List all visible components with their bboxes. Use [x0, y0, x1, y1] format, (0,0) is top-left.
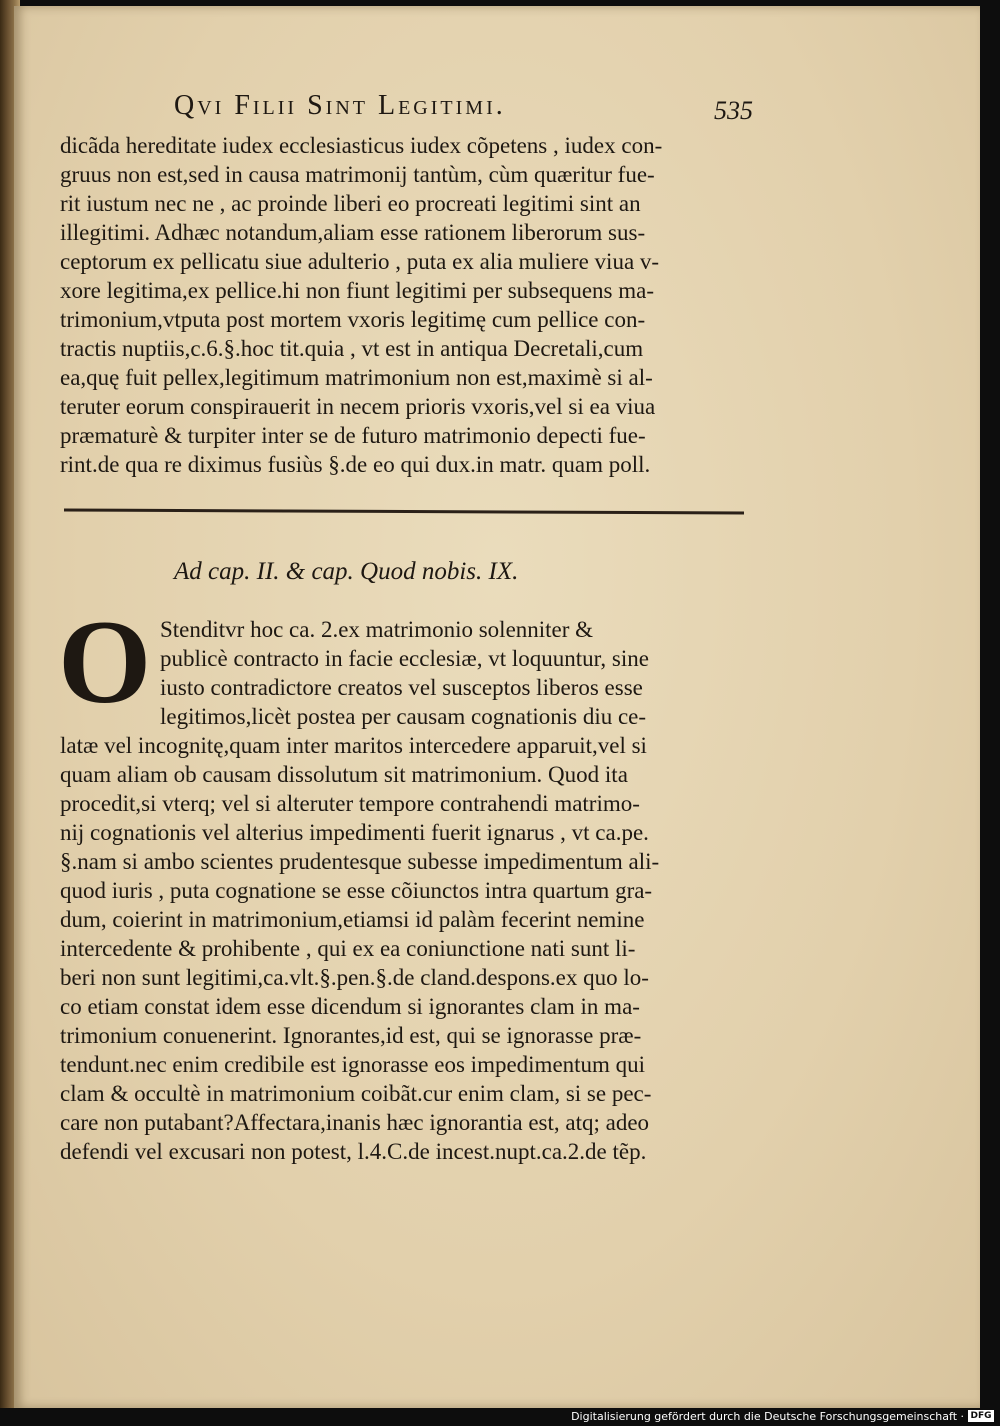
text-line: defendi vel excusari non potest, l.4.C.de incest.nupt.ca.2.de tẽp.: [60, 1139, 647, 1164]
text-line: co etiam constat idem esse dicendum si ignorantes clam in ma-: [60, 994, 640, 1019]
text-line: Stenditvr hoc ca. 2.ex matrimonio solenniter &: [160, 617, 594, 642]
dfg-logo-icon: DFG: [968, 1410, 994, 1422]
text-line: publicè contracto in facie ecclesiæ, vt loquuntur, sine: [160, 646, 649, 671]
text-line: tendunt.nec enim credibile est ignorasse eos impedimentum qui: [60, 1052, 646, 1077]
text-line: teruter eorum conspirauerit in necem prioris vxoris,vel si ea viua: [60, 394, 656, 419]
page-number: 535: [714, 96, 753, 125]
text-line: nij cognationis vel alterius impedimenti fuerit ignarus , vt ca.pe.: [60, 820, 649, 845]
text-line: beri non sunt legitimi,ca.vlt.§.pen.§.de cland.despons.ex quo lo-: [60, 965, 649, 990]
text-line: ceptorum ex pellicatu siue adulterio , puta ex alia muliere viua v-: [60, 249, 660, 274]
text-line: quam aliam ob causam dissolutum sit matrimonium. Quod ita: [60, 762, 628, 787]
text-line: iusto contradictore creatos vel susceptos liberos esse: [160, 675, 643, 700]
text-line: intercedente & prohibente , qui ex ea coniunctione nati sunt li-: [60, 936, 636, 961]
text-line: illegitimi. Adhæc notandum,aliam esse rationem liberorum sus-: [60, 220, 646, 245]
page-text: [14, 6, 980, 1408]
text-line: §.nam si ambo scientes prudentesque subesse impedimentum ali-: [60, 849, 660, 874]
text-line: care non putabant?Affectara,inanis hæc ignorantia est, atq; adeo: [60, 1110, 650, 1135]
footer-credit: Digitalisierung gefördert durch die Deutsche Forschungsgemeinschaft ·: [571, 1410, 964, 1423]
text-line: rit iustum nec ne , ac proinde liberi eo procreati legitimi sint an: [60, 191, 641, 216]
text-line: quod iuris , puta cognatione se esse cõiunctos intra quartum gra-: [60, 878, 653, 903]
book-page: [14, 6, 980, 1408]
text-line: præmaturè & turpiter inter se de futuro matrimonio depecti fue-: [60, 423, 646, 448]
text-line: rint.de qua re diximus fusiùs §.de eo qui dux.in matr. quam poll.: [60, 452, 651, 477]
text-line: trimonium conuenerint. Ignorantes,id est, qui se ignorasse præ-: [60, 1023, 642, 1048]
text-line: ea,quę fuit pellex,legitimum matrimonium non est,maximè si al-: [60, 365, 653, 390]
text-line: latæ vel incognitę,quam inter maritos intercedere apparuit,vel si: [60, 733, 647, 758]
section-rule: [64, 509, 744, 515]
text-line: clam & occultè in matrimonium coibãt.cur enim clam, si se pec-: [60, 1081, 652, 1106]
running-head: Qvi Filii Sint Legitimi.: [174, 90, 506, 121]
chapter-heading: Ad cap. II. & cap. Quod nobis. IX.: [174, 558, 519, 585]
text-line: dicãda hereditate iudex ecclesiasticus iudex cõpetens , iudex con-: [60, 133, 663, 158]
text-line: dum, coierint in matrimonium,etiamsi id palàm fecerint nemine: [60, 907, 645, 932]
drop-cap: O: [58, 595, 152, 728]
text-line: legitimos,licèt postea per causam cognationis diu ce-: [160, 704, 647, 729]
text-line: procedit,si vterq; vel si alteruter tempore contrahendi matrimo-: [60, 791, 640, 816]
text-line: trimonium,vtputa post mortem vxoris legitimę cum pellice con-: [60, 307, 646, 332]
text-line: xore legitima,ex pellice.hi non fiunt legitimi per subsequens ma-: [60, 278, 655, 303]
text-line: tractis nuptiis,c.6.§.hoc tit.quia , vt est in antiqua Decretali,cum: [60, 336, 644, 361]
text-line: gruus non est,sed in causa matrimonij tantùm, cùm quæritur fue-: [60, 162, 655, 187]
